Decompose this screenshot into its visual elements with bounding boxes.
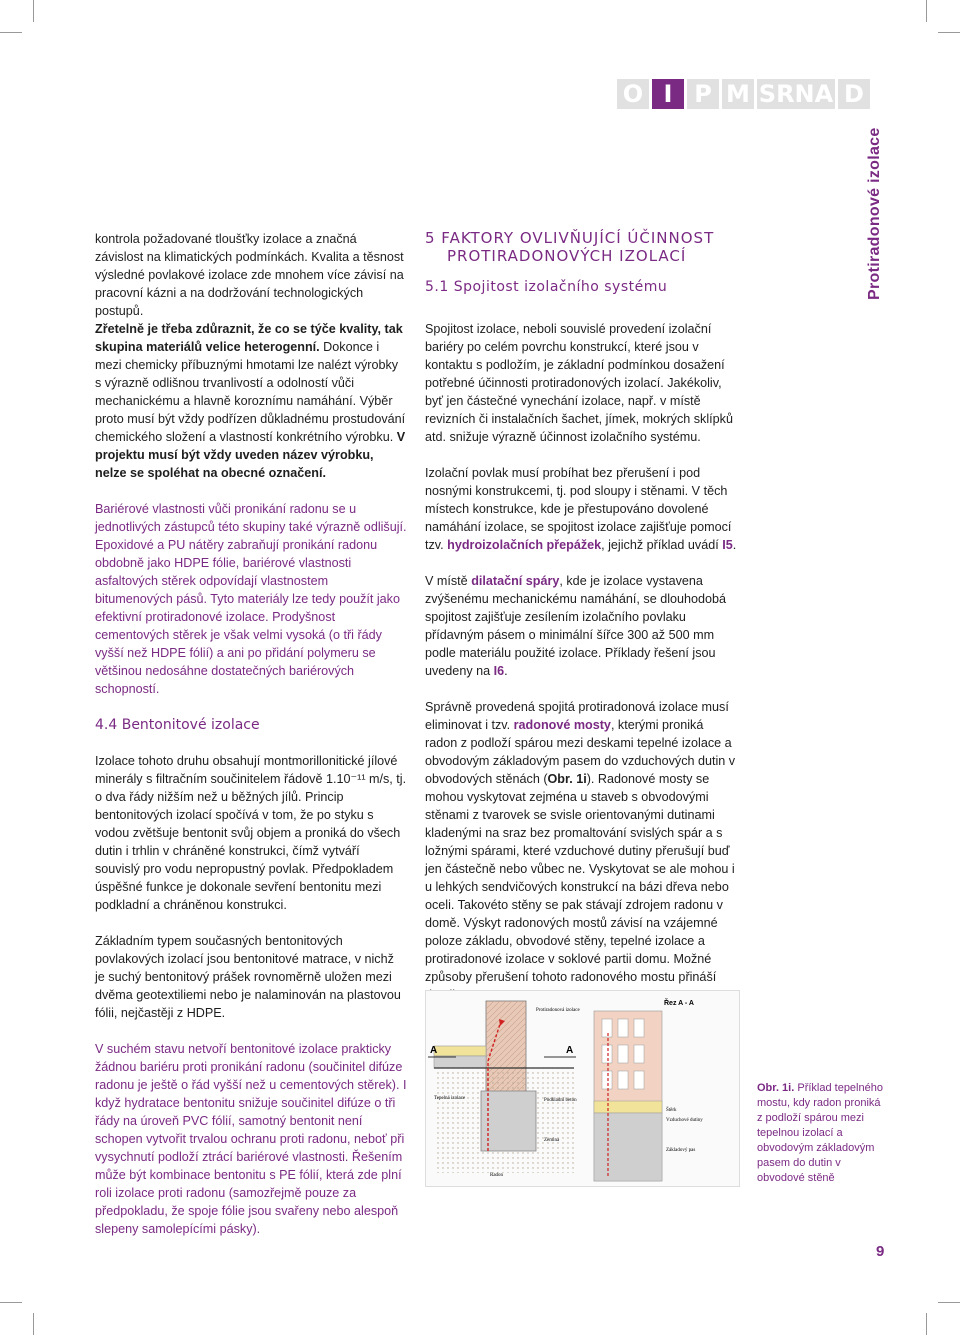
figure-ref: I6 (493, 664, 505, 678)
section-heading (425, 229, 745, 296)
left-p1-rest: Dokonce i mezi chemicky příbuznými hmotami lze nalézt výrobky s výrazně odlišnou trvanlivostí a odolností vůči mechanickému a hlavně koroznímu namáhání. Výběr proto musí být vždy podřízen důkladnému prostudování chemického složení a vlastností konkrétního výrobku. (95, 340, 406, 444)
crop-mark (33, 1313, 34, 1335)
right-p4-text: , kterými proniká radon z podloží spárou mezi deskami tepelné izolace a obvodovým základovým pasem do vzduchových dutin v obvodových stěnách ( (425, 718, 736, 786)
label-sterk: Štěrk (666, 1108, 677, 1113)
caption-ref: Obr. 1i. (757, 1082, 795, 1094)
section-title: Řez A - A (664, 1000, 694, 1007)
right-p4-text: ). Radonové mosty se mohou vyskytovat zejména u staveb s obvodovými stěnami z tvarovek se svisle orientovanými dutinami kladenými na sraz bez promaltování svislých spár a s ložnými spárami, které vzduchové dutiny přerušují buď jen částečně nebo vůbec ne. Vyskytovat se ale mohou i u lehkých sendvičových konstrukcí na bázi dřeva nebo oceli. Takovéto stěny se pak stávají zdrojem radonu v domě. Výskyt radonových mostů závisí na vzájemné poloze základu, obvodové stěny, tepelné izolace a protiradonové izolace v soklové partii domu. Možné způsoby přerušení tohoto radonového mostu přináší (425, 772, 735, 984)
crop-mark (0, 1302, 22, 1303)
crop-mark (926, 0, 927, 22)
subsection-heading: 4.4 Bentonitové izolace (95, 717, 260, 733)
caption-text: Příklad tepelného mostu, kdy radon proniká z podloží spárou mezi tepelnou izolací a obvodovým základovým pasem do dutin v obvodové stěně (757, 1082, 883, 1184)
chapter-tabs (617, 79, 873, 109)
right-p2: Izolační povlak musí probíhat bez přerušení i pod nosnými konstrukcemi, tj. pod sloupy i stěnami. V těch místech konstrukce, kde je přestupováno dovolené namáhání izolace, se spojitost izolace zajišťuje pomocí tzv. hydroizolačních přepážek, jejichž příklad uvádí I5. (425, 466, 737, 552)
left-p5: V suchém stavu netvoří bentonitové izolace prakticky žádnou bariéru proti pronikání radonu (součinitel difúze radonu je ještě o řád vyšší než u cementových stěrek). I když hydratace bentonitu snižuje součinitel difúze o tři řády na úroveň PVC fólií, samotný bentonit není schopen vytvořit trvalou ochranu proti radonu, neboť při vysychnutí podloží ztrácí bariérové vlastnosti. Řešením může být kombinace bentonitu s PE fólií, která zde plní roli izolace proti radonu (samozřejmě pouze za předpokladu, že spoje fólie jsou svařeny nebo alespoň slepeny samolepícími pásky). (95, 1042, 407, 1236)
section-mark-a-left: A (430, 1045, 438, 1056)
section-mark-a-right: A (566, 1045, 574, 1056)
intro-text: kontrola požadované tloušťky izolace a značná závislost na klimatických podmínkách. Kvalita a těsnost výsledné povlakové izolace zde mnohem více závisí na pracovní kázni a na dodržování technologických postupů. (95, 232, 404, 318)
figure-ref: Obr. 1i (547, 772, 587, 786)
thermal-insulation (434, 1046, 486, 1056)
chapter-tab-o: O (617, 79, 649, 109)
crop-mark (0, 32, 22, 33)
crop-mark (938, 32, 960, 33)
label-zakladovy-pas: Základový pas (666, 1148, 696, 1153)
intro-paragraph (95, 230, 407, 320)
page-number: 9 (876, 1243, 885, 1260)
right-p3-text: V místě (425, 574, 472, 588)
highlight-term: radonové mosty (513, 718, 611, 732)
left-p4: Základním typem současných bentonitových povlakových izolací jsou bentonitové matrace, v nichž je suchý bentonitový prášek rovnoměrně uložen mezi dvěma geotextiliemi nebo je nalaminován na plastovou fólii, nejčastěji z HDPE. (95, 934, 401, 1020)
label-protiradonova: Protiradonová izolace (536, 1008, 580, 1013)
right-p3: V místě dilatační spáry, kde je izolace vystavena zvýšenému mechanickému namáhání, se dlouhodobá spojitost zajišťuje zesílením izolačního povlaku přídavným pásem o minimální šířce 300 až 500 mm podle materiálu použité izolace. Příklady řešení jsou uvedeny na I6. (425, 574, 727, 678)
crop-mark (926, 1313, 927, 1335)
right-p2-text: Izolační povlak musí probíhat bez přerušení i pod nosnými konstrukcemi, tj. pod sloupy i stěnami. V těch místech konstrukce, kde je přestupováno dovolené namáhání izolace, se spojitost izolace zajišťuje pomocí tzv. (425, 466, 732, 552)
label-zemina: Zemina (544, 1138, 560, 1143)
label-radon: Radon (490, 1173, 504, 1178)
left-column (95, 320, 407, 1238)
foundation-plan (594, 1113, 662, 1181)
left-p1 (95, 320, 407, 482)
label-dutiny: Vzduchové dutiny (666, 1118, 703, 1123)
right-p3-text: , kde je izolace vystavena zvýšenému mechanickému namáhání, se dlouhodobá spojitost zajišťuje zesílením izolačního povlaku přídavným pásem o minimální šířce 300 až 500 mm podle materiálu použité izolace. Příklady řešení jsou uvedeny na (425, 574, 727, 678)
left-p1-bold1: Zřetelně je třeba zdůraznit, že co se týče kvality, tak skupina materiálů velice heterogenní. (95, 322, 403, 354)
right-p4-text: Správně provedená spojitá protiradonová izolace musí eliminovat i tzv. (425, 700, 729, 732)
right-p2-text: , jejichž příklad uvádí (601, 538, 723, 552)
chapter-tab-d: D (838, 79, 870, 109)
heading-h1-line2: PROTIRADONOVÝCH IZOLACÍ (447, 247, 687, 265)
left-p2: Bariérové vlastnosti vůči pronikání radonu se u jednotlivých zástupců této skupiny také výrazně odlišují. Epoxidové a PU nátěry zabraňují pronikání radonu obdobně jako HDPE fólie, bariérové vlastnosti asfaltových stěrek odpovídají vlastnostem bitumenových pásů. Tyto materiály lze tedy použít jako efektivní protiradonové izolace. Prodyšnost cementových stěrek je však velmi vysoká (o tři řády vyšší než HDPE fólií) a ani po přidání polymeru se většinou nedosáhne dostatečných bariérových schopností. (95, 502, 407, 696)
chapter-tab-i: I (652, 79, 684, 109)
crop-mark (938, 1302, 960, 1303)
right-p1: Spojitost izolace, neboli souvislé provedení izolační bariéry po celém povrchu konstrukcí, které jsou v kontaktu s podložím, je základní podmínkou dosažení potřebné účinnosti protiradonových izolací. Jakékoliv, byť jen částečné vynechání izolace, např. v místě revizních či instalačních šachet, jímek, mokrých sklípků atd. snižuje výrazně účinnost izolačního systému. (425, 322, 733, 444)
crop-mark (33, 0, 34, 22)
heading-h1-line1: 5 FAKTORY OVLIVŇUJÍCÍ ÚČINNOST (425, 229, 715, 247)
label-tepelna-izolace: Tepelná izolace (434, 1096, 466, 1101)
figure-radon-bridge (425, 990, 740, 1187)
highlight-term: dilatační spáry (471, 574, 560, 588)
right-p4 (425, 698, 737, 1004)
left-p3: Izolace tohoto druhu obsahují montmorillonitické jílové minerály s filtračním součinitelem řádově 1.10⁻¹¹ m/s, tj. o dva řády nižším než u běžných jílů. Princip bentonitových izolací spočívá v tom, že po styku s vodou zvětšuje bentonit svůj objem a proniká do všech dutin i trhlin v chráněné konstrukci, čímž vytváří souvislý pro vodu nepropustný povlak. Předpokladem úspěšné funkce je dokonale sevření bentonitu mezi podkladní a chráněnou konstrukci. (95, 754, 407, 912)
figure-drawing (426, 991, 739, 1186)
highlight-term: hydroizolačních přepážek (447, 538, 602, 552)
side-title: Protiradonové izolace (866, 127, 883, 300)
figure-caption (757, 1081, 887, 1186)
concrete-slab (434, 1056, 486, 1068)
chapter-tab-srna: SRNA (758, 80, 834, 108)
label-podkladni-beton: Podkladní beton (544, 1098, 577, 1103)
right-column (425, 320, 737, 1004)
chapter-tab-p: P (687, 79, 719, 109)
figure-ref: I5 (722, 538, 733, 552)
foundation-strip (481, 1091, 536, 1151)
insulation-plan (594, 1101, 662, 1113)
heading-h2: 5.1 Spojitost izolačního systému (425, 279, 668, 295)
chapter-tab-m: M (722, 79, 754, 109)
left-p1-bold2: V projektu musí být vždy uveden název výrobku, nelze se spoléhat na obecné označení. (95, 430, 406, 480)
